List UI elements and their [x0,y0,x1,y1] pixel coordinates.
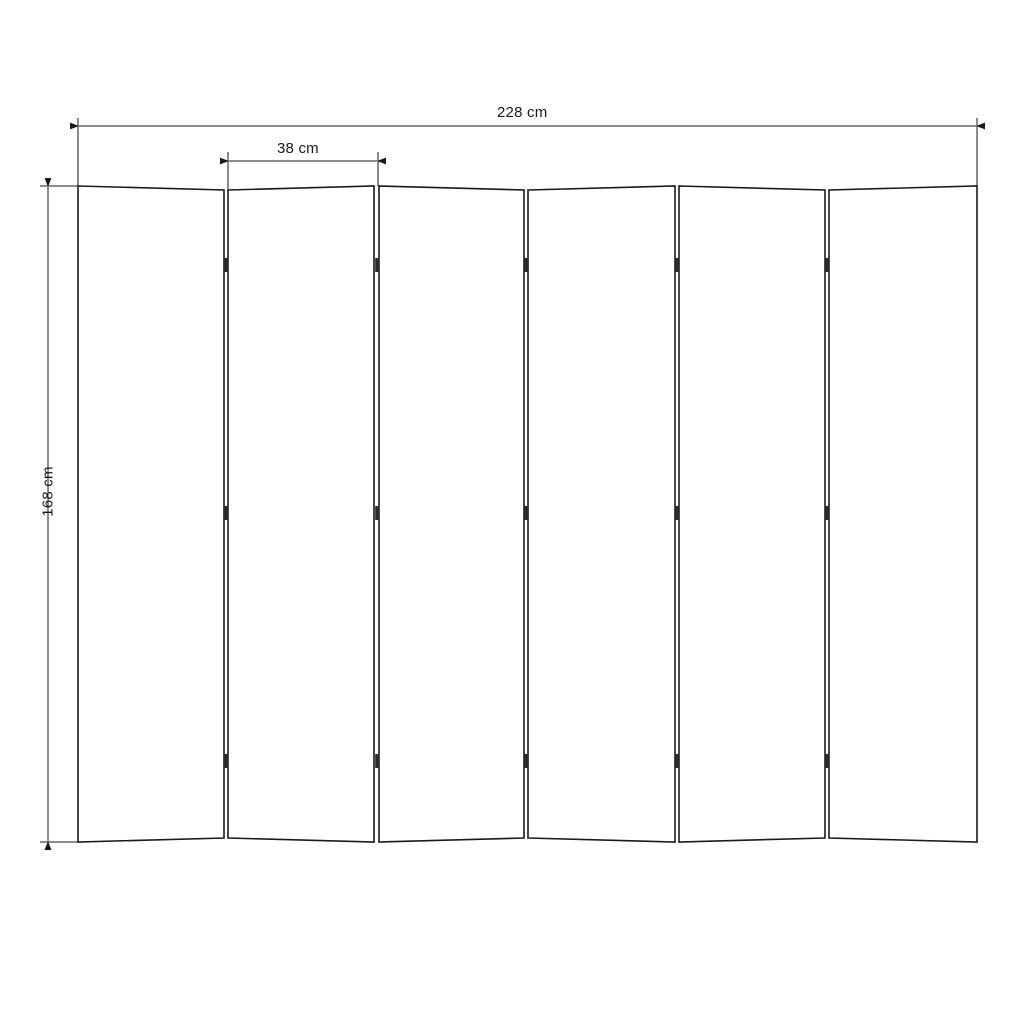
panel-5-outline [679,186,825,842]
total-width-dimension [78,118,977,186]
total-width-label: 228 cm [497,104,548,121]
panel-2-outline [228,186,374,842]
panel-1 [78,186,224,842]
panel-4 [524,186,675,842]
panel-3-outline [379,186,524,842]
panel-width-label: 38 cm [277,140,319,157]
panel-4-outline [528,186,675,842]
panel-2 [224,186,374,842]
panel-6 [825,186,977,842]
panel-group [78,186,977,842]
height-label: 168 cm [39,466,57,517]
panel-5 [675,186,825,842]
panel-1-outline [78,186,224,842]
panel-width-dimension [228,152,378,190]
panel-6-outline [829,186,977,842]
panel-3 [375,186,524,842]
